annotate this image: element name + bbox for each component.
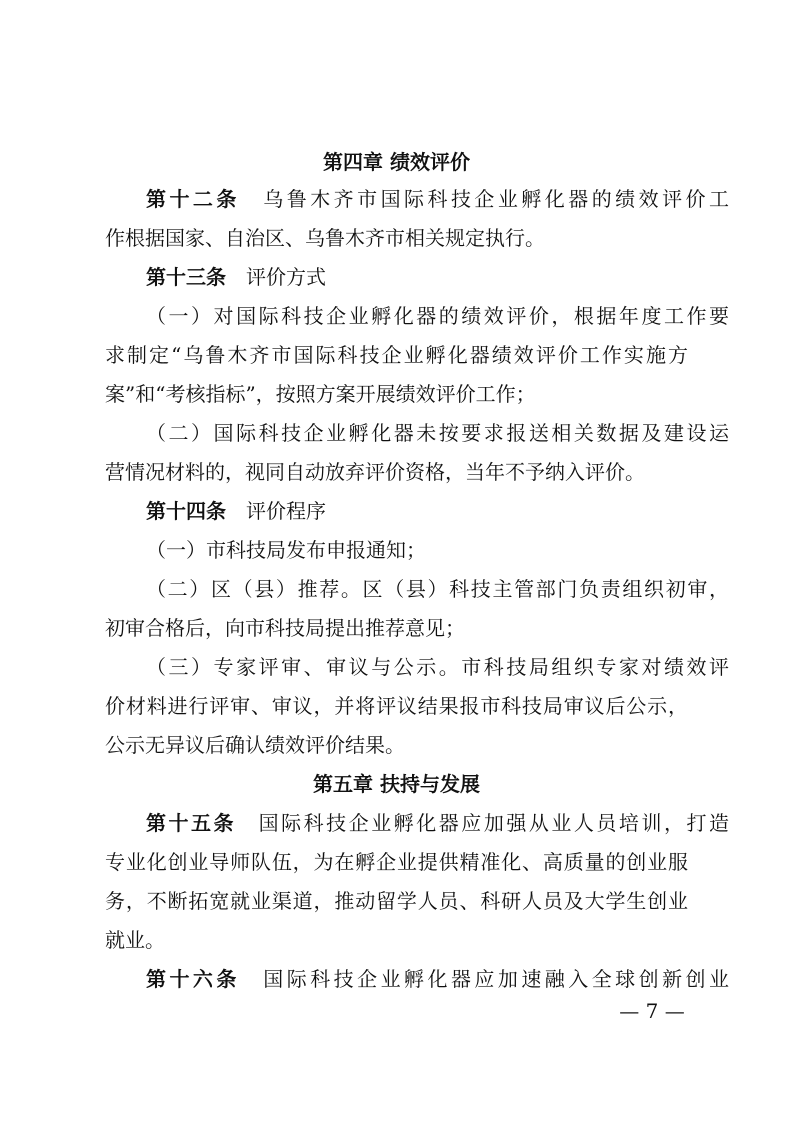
article-14-label: 第十四条 (146, 499, 226, 523)
article-14-p1-line-1: （一）市科技局发布申报通知； (146, 538, 426, 562)
article-16-label: 第十六条 (146, 967, 240, 991)
article-14-p2-line-1: （二）区（县）推荐。区（县）科技主管部门负责组织初审， (146, 577, 729, 601)
page-number: — 7 — (619, 999, 685, 1023)
article-15-line-4: 就业。 (105, 928, 165, 952)
article-13-p2-line-2: 营情况材料的，视同自动放弃评价资格，当年不予纳入评价。 (105, 460, 645, 484)
article-13-p1-line-2: 求制定“乌鲁木齐市国际科技企业孵化器绩效评价工作实施方 (105, 343, 688, 367)
article-12-label: 第十二条 (146, 187, 240, 211)
article-16-line-1: 第十六条 国际科技企业孵化器应加速融入全球创新创业 (146, 967, 729, 991)
article-15-line-2: 专业化创业导师队伍，为在孵企业提供精准化、高质量的创业服 (105, 850, 688, 874)
article-15-label: 第十五条 (146, 811, 237, 835)
article-13-p1-line-1: （一）对国际科技企业孵化器的绩效评价，根据年度工作要 (146, 304, 729, 328)
article-12-line-2: 作根据国家、自治区、乌鲁木齐市相关规定执行。 (105, 226, 545, 250)
article-14-p3-line-3: 公示无异议后确认绩效评价结果。 (105, 733, 405, 757)
chapter-4-heading: 第四章 绩效评价 (323, 150, 470, 174)
article-13-label: 第十三条 (146, 265, 226, 289)
article-15-line-3: 务，不断拓宽就业渠道，推动留学人员、科研人员及大学生创业 (105, 889, 688, 913)
article-14-heading: 第十四条 评价程序 (146, 499, 326, 523)
article-14-p3-line-2: 价材料进行评审、审议，并将评议结果报市科技局审议后公示， (105, 694, 688, 718)
article-15-line-1: 第十五条 国际科技企业孵化器应加强从业人员培训，打造 (146, 811, 729, 835)
article-12-line-1: 第十二条 乌鲁木齐市国际科技企业孵化器的绩效评价工 (146, 187, 729, 211)
article-13-heading: 第十三条 评价方式 (146, 265, 326, 289)
article-14-p3-line-1: （三）专家评审、审议与公示。市科技局组织专家对绩效评 (146, 655, 729, 679)
article-13-p2-line-1: （二）国际科技企业孵化器未按要求报送相关数据及建设运 (146, 421, 729, 445)
chapter-5-heading: 第五章 扶持与发展 (313, 772, 480, 796)
article-14-p2-line-2: 初审合格后，向市科技局提出推荐意见； (105, 616, 465, 640)
article-13-p1-line-3: 案”和“考核指标”，按照方案开展绩效评价工作； (105, 382, 536, 406)
